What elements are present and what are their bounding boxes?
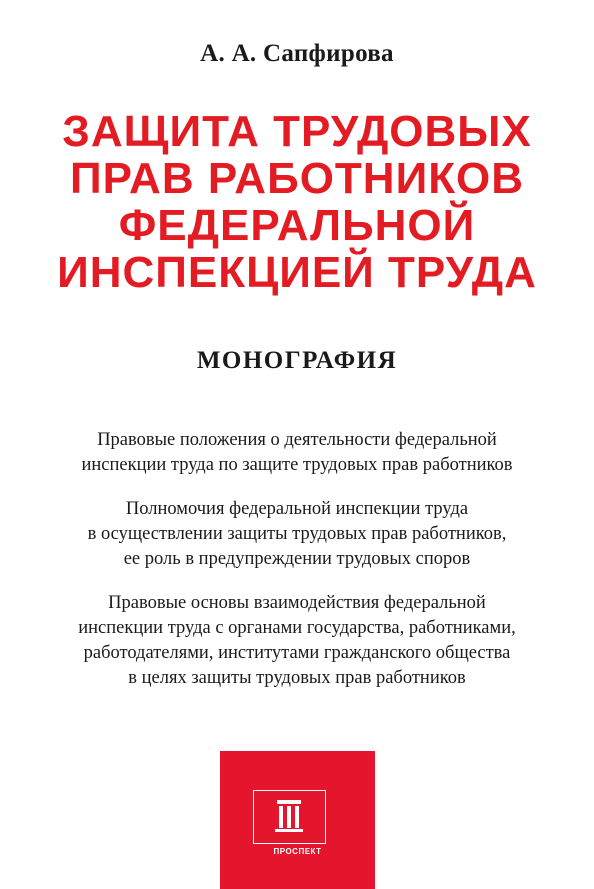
author-name: А. А. Сапфирова (200, 40, 394, 67)
abstract-line: инспекции труда по защите трудовых прав работников (81, 455, 513, 475)
abstract-line: Правовые положения о деятельности федеральной (97, 430, 497, 450)
abstract-paragraph-2 (0, 497, 594, 572)
abstract-line: Полномочия федеральной инспекции труда (125, 499, 469, 519)
abstract-paragraph-3 (0, 591, 594, 691)
publisher-logo-icon (253, 790, 326, 844)
abstract-line: в целях защиты трудовых прав работников (128, 668, 466, 688)
abstract-line: ее роль в предупреждении трудовых споров (123, 549, 471, 569)
book-title (0, 108, 594, 296)
publisher-name: ПРОСПЕКТ (273, 847, 322, 856)
abstract-line: работодателями, институтами гражданского общества (83, 643, 511, 663)
abstract-line: инспекции труда с органами государства, работниками, (78, 618, 516, 638)
title-line: ПРАВ РАБОТНИКОВ (69, 154, 525, 203)
title-line: ФЕДЕРАЛЬНОЙ (118, 201, 476, 250)
abstract-paragraph-1 (0, 428, 594, 478)
title-line: ИНСПЕКЦИЕЙ ТРУДА (57, 248, 537, 297)
title-line: ЗАЩИТА ТРУДОВЫХ (62, 107, 532, 156)
genre-label: МОНОГРАФИЯ (196, 347, 398, 374)
abstract-line: Правовые основы взаимодействия федеральной (108, 593, 486, 613)
abstract-line: в осуществлении защиты трудовых прав работников, (87, 524, 507, 544)
